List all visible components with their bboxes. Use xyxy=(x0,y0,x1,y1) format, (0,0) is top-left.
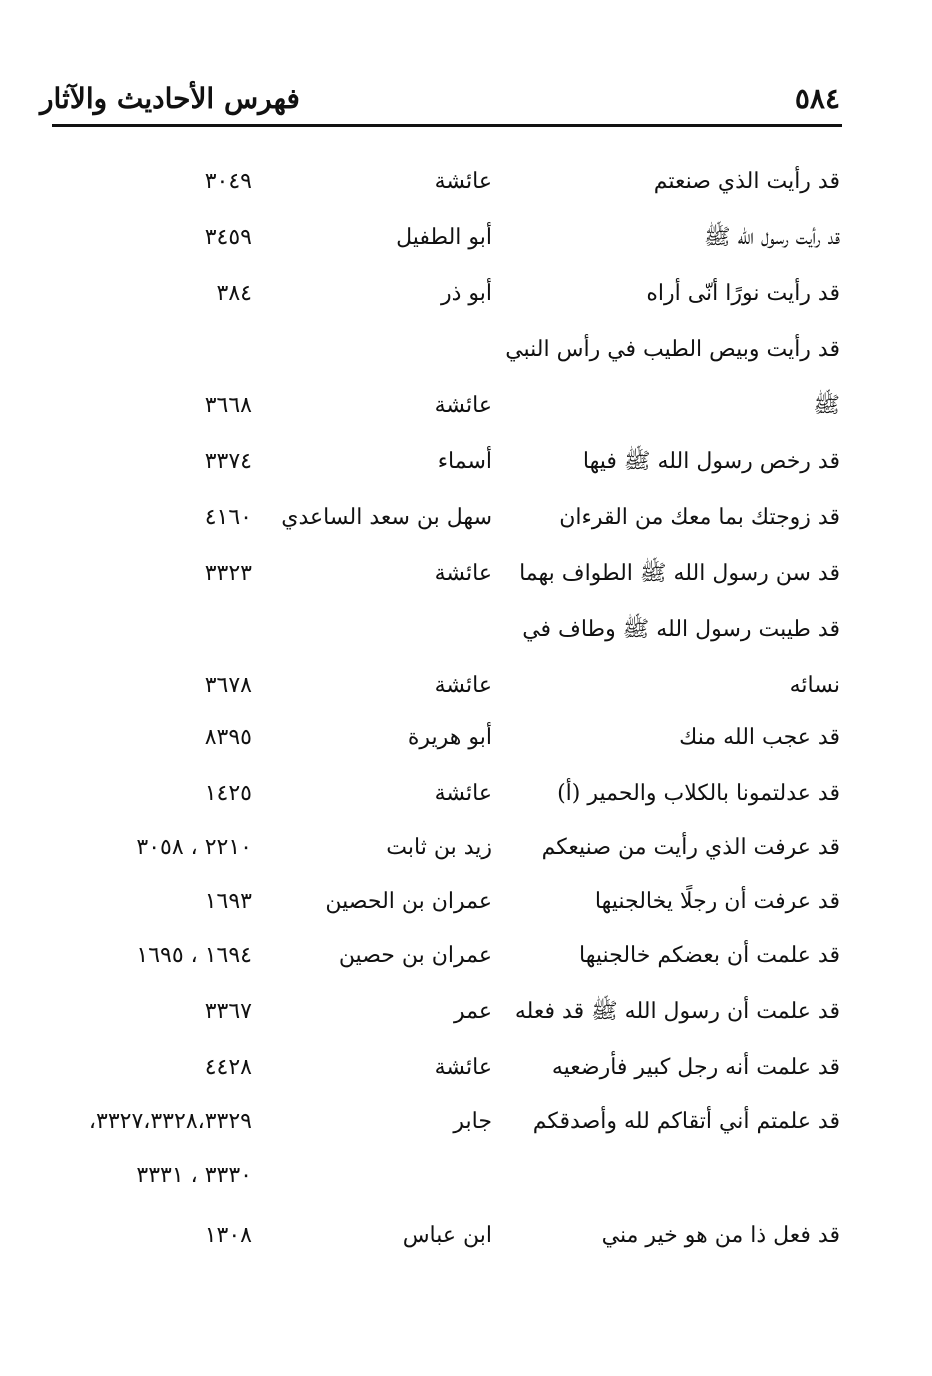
hadith-numbers: ٣٦٧٨ xyxy=(204,673,252,698)
hadith-numbers: ٣٤٥٩ xyxy=(204,225,252,250)
narrator-name: عمران بن حصين xyxy=(338,943,492,968)
narrator-name: أبو الطفيل xyxy=(396,225,492,250)
index-row xyxy=(0,328,932,372)
hadith-numbers: ٣٨٤ xyxy=(216,281,252,306)
hadith-numbers: ١٦٩٤ ، ١٦٩٥ xyxy=(136,943,252,968)
hadith-text: نسائه xyxy=(789,673,840,698)
hadith-text: قد رخص رسول الله ﷺ فيها xyxy=(582,449,840,474)
index-row xyxy=(0,716,932,760)
hadith-text: قد علمت أن رسول الله ﷺ قد فعله xyxy=(514,999,840,1024)
index-row xyxy=(0,216,932,260)
index-row xyxy=(0,1214,932,1258)
index-row xyxy=(0,1100,932,1144)
hadith-text: قد فعل ذا من هو خير مني xyxy=(601,1223,840,1248)
index-row xyxy=(0,608,932,652)
narrator-name: سهل بن سعد الساعدي xyxy=(281,505,492,530)
index-row xyxy=(0,664,932,708)
narrator-name: أسماء xyxy=(437,449,492,474)
index-row xyxy=(0,990,932,1034)
hadith-numbers: ٨٣٩٥ xyxy=(204,725,252,750)
index-row xyxy=(0,440,932,484)
hadith-numbers: ٣٣٢٧،٣٣٢٨،٣٣٢٩، xyxy=(88,1109,252,1134)
hadith-numbers: ٢٢١٠ ، ٣٠٥٨ xyxy=(136,835,252,860)
narrator-name: عائشة xyxy=(434,393,492,418)
hadith-numbers: ١٣٠٨ xyxy=(204,1223,252,1248)
hadith-text: قد طيبت رسول الله ﷺ وطاف في xyxy=(522,617,840,642)
narrator-name: أبو ذر xyxy=(440,281,492,306)
index-row xyxy=(0,160,932,204)
narrator-name: جابر xyxy=(453,1109,492,1134)
index-row xyxy=(0,772,932,816)
narrator-name: ابن عباس xyxy=(402,1223,492,1248)
index-row xyxy=(0,880,932,924)
narrator-name: عائشة xyxy=(434,561,492,586)
hadith-numbers: ٤٤٢٨ xyxy=(204,1055,252,1080)
hadith-text: قد عرفت أن رجلًا يخالجنيها xyxy=(594,889,840,914)
narrator-name: عائشة xyxy=(434,781,492,806)
hadith-numbers: ٤١٦٠ xyxy=(204,505,252,530)
hadith-text: قد عرفت الذي رأيت من صنيعكم xyxy=(541,835,840,860)
narrator-name: عائشة xyxy=(434,673,492,698)
running-title: فهرس الأحاديث والآثار xyxy=(40,82,300,115)
index-row xyxy=(0,1046,932,1090)
hadith-text: قد علمت أنه رجل كبير فأرضعيه xyxy=(551,1055,840,1080)
hadith-text: قد عجب الله منك xyxy=(679,725,840,750)
index-row xyxy=(0,552,932,596)
hadith-numbers: ١٦٩٣ xyxy=(204,889,252,914)
index-row xyxy=(0,934,932,978)
page-number: ٥٨٤ xyxy=(794,82,840,115)
hadith-text: قد علمت أن بعضكم خالجنيها xyxy=(579,943,840,968)
index-row xyxy=(0,496,932,540)
hadith-text: قد سن رسول الله ﷺ الطواف بهما xyxy=(519,561,840,586)
hadith-numbers: ٣٠٤٩ xyxy=(204,169,252,194)
index-row xyxy=(0,826,932,870)
hadith-numbers: ٣٣٣٠ ، ٣٣٣١ xyxy=(136,1163,252,1188)
hadith-text: قد رأيت وبيص الطيب في رأس النبي xyxy=(505,337,840,362)
hadith-text: ﷺ xyxy=(813,393,840,418)
hadith-numbers: ٣٣٧٤ xyxy=(204,449,252,474)
hadith-text: قد زوجتك بما معك من القرءان xyxy=(559,505,840,530)
index-row xyxy=(0,384,932,428)
hadith-numbers: ٣٦٦٨ xyxy=(204,393,252,418)
hadith-numbers: ١٤٢٥ xyxy=(204,781,252,806)
narrator-name: عمر xyxy=(454,999,492,1024)
hadith-numbers: ٣٣٦٧ xyxy=(204,999,252,1024)
narrator-name: عائشة xyxy=(434,169,492,194)
hadith-numbers: ٣٣٢٣ xyxy=(204,561,252,586)
hadith-text: قد عدلتمونا بالكلاب والحمير (أ) xyxy=(557,781,840,806)
hadith-text: قد رأيت الذي صنعتم xyxy=(653,169,840,194)
narrator-name: عائشة xyxy=(434,1055,492,1080)
hadith-text: قد رأيت رسول الله ﷺ xyxy=(703,225,840,250)
narrator-name: عمران بن الحصين xyxy=(325,889,492,914)
narrator-name: أبو هريرة xyxy=(407,725,492,750)
index-row xyxy=(0,1154,932,1198)
narrator-name: زيد بن ثابت xyxy=(386,835,492,860)
hadith-text: قد علمتم أني أتقاكم لله وأصدقكم xyxy=(532,1109,840,1134)
index-row xyxy=(0,272,932,316)
hadith-text: قد رأيت نورًا أنّى أراه xyxy=(646,281,840,306)
